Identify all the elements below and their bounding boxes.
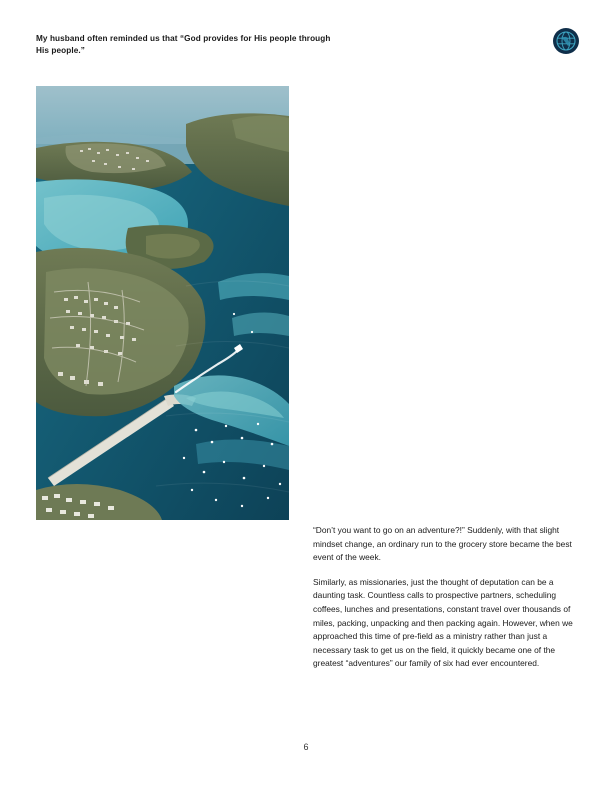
body-text — [313, 524, 576, 682]
paragraph-1: “Don’t you want to go on an adventure?!” Suddenly, with that slight mindset change, an ordinary run to the grocery store became the best event of the week. — [313, 525, 572, 563]
paragraph-2: Similarly, as missionaries, just the thought of deputation can be a daunting task. Countless calls to prospective partners, scheduling coffees, lunches and presentations, constant travel over thousands of miles, packing, unpacking and then packing again. However, when we approached this time of pre-field as a ministry rather than just a necessary task to get us on the field, it quickly became one of the greatest “adventures” our family of six had ever encountered. — [313, 576, 573, 669]
page-title: My husband often reminded us that “God provides for His people through His people.” — [36, 34, 331, 55]
aerial-photo — [36, 86, 289, 520]
page-number: 6 — [303, 742, 309, 752]
globe-logo-icon — [553, 28, 579, 54]
